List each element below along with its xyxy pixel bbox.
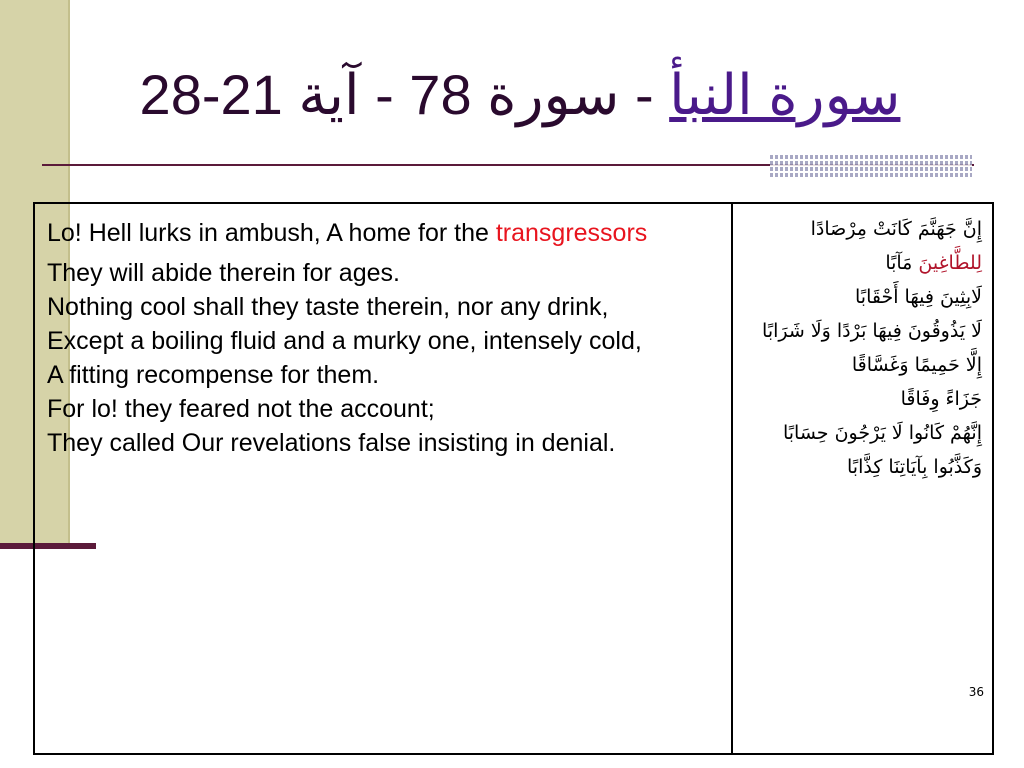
title-rest: - سورة 78 - آية 21-28	[139, 63, 670, 126]
english-verse-26: A fitting recompense for them.	[47, 361, 380, 389]
english-verse-28: They called Our revelations false insisting in denial.	[47, 429, 616, 457]
surah-link[interactable]: سورة النبأ	[669, 63, 901, 126]
arabic-verse-25: إِلَّا حَمِيمًا وَغَسَّاقًا	[851, 354, 982, 376]
arabic-verse-22: لِلطَّاغِينَ مَآبًا	[885, 252, 982, 274]
arabic-verse-27: إِنَّهُمْ كَانُوا لَا يَرْجُونَ حِسَابًا	[782, 422, 982, 444]
english-verse-25: Except a boiling fluid and a murky one, intensely cold,	[47, 327, 642, 355]
arabic-verse-21: إِنَّ جَهَنَّمَ كَانَتْ مِرْصَادًا	[810, 218, 982, 240]
arabic-verse-28: وَكَذَّبُوا بِآيَاتِنَا كِذَّابًا	[847, 456, 982, 478]
english-verse-23: They will abide therein for ages.	[47, 259, 400, 287]
arabic-verse-26: جَزَاءً وِفَاقًا	[900, 388, 982, 410]
arabic-verse-24: لَا يَذُوقُونَ فِيهَا بَرْدًا وَلَا شَرَابًا	[762, 320, 982, 342]
english-translation-cell	[34, 203, 732, 754]
arabic-verse-23: لَابِثِينَ فِيهَا أَحْقَابًا	[855, 286, 982, 308]
slide-title	[80, 60, 960, 130]
page-number: 36	[968, 685, 984, 699]
decorative-pattern	[770, 155, 972, 177]
transgressors-word: transgressors	[495, 219, 648, 247]
english-verse-21-22: Lo! Hell lurks in ambush, A home for the transgressors	[47, 219, 648, 247]
arabic-text-cell	[732, 203, 993, 754]
verses-table	[33, 202, 994, 755]
english-verse-24: Nothing cool shall they taste therein, nor any drink,	[47, 293, 609, 321]
english-verse-27: For lo! they feared not the account;	[47, 395, 435, 423]
